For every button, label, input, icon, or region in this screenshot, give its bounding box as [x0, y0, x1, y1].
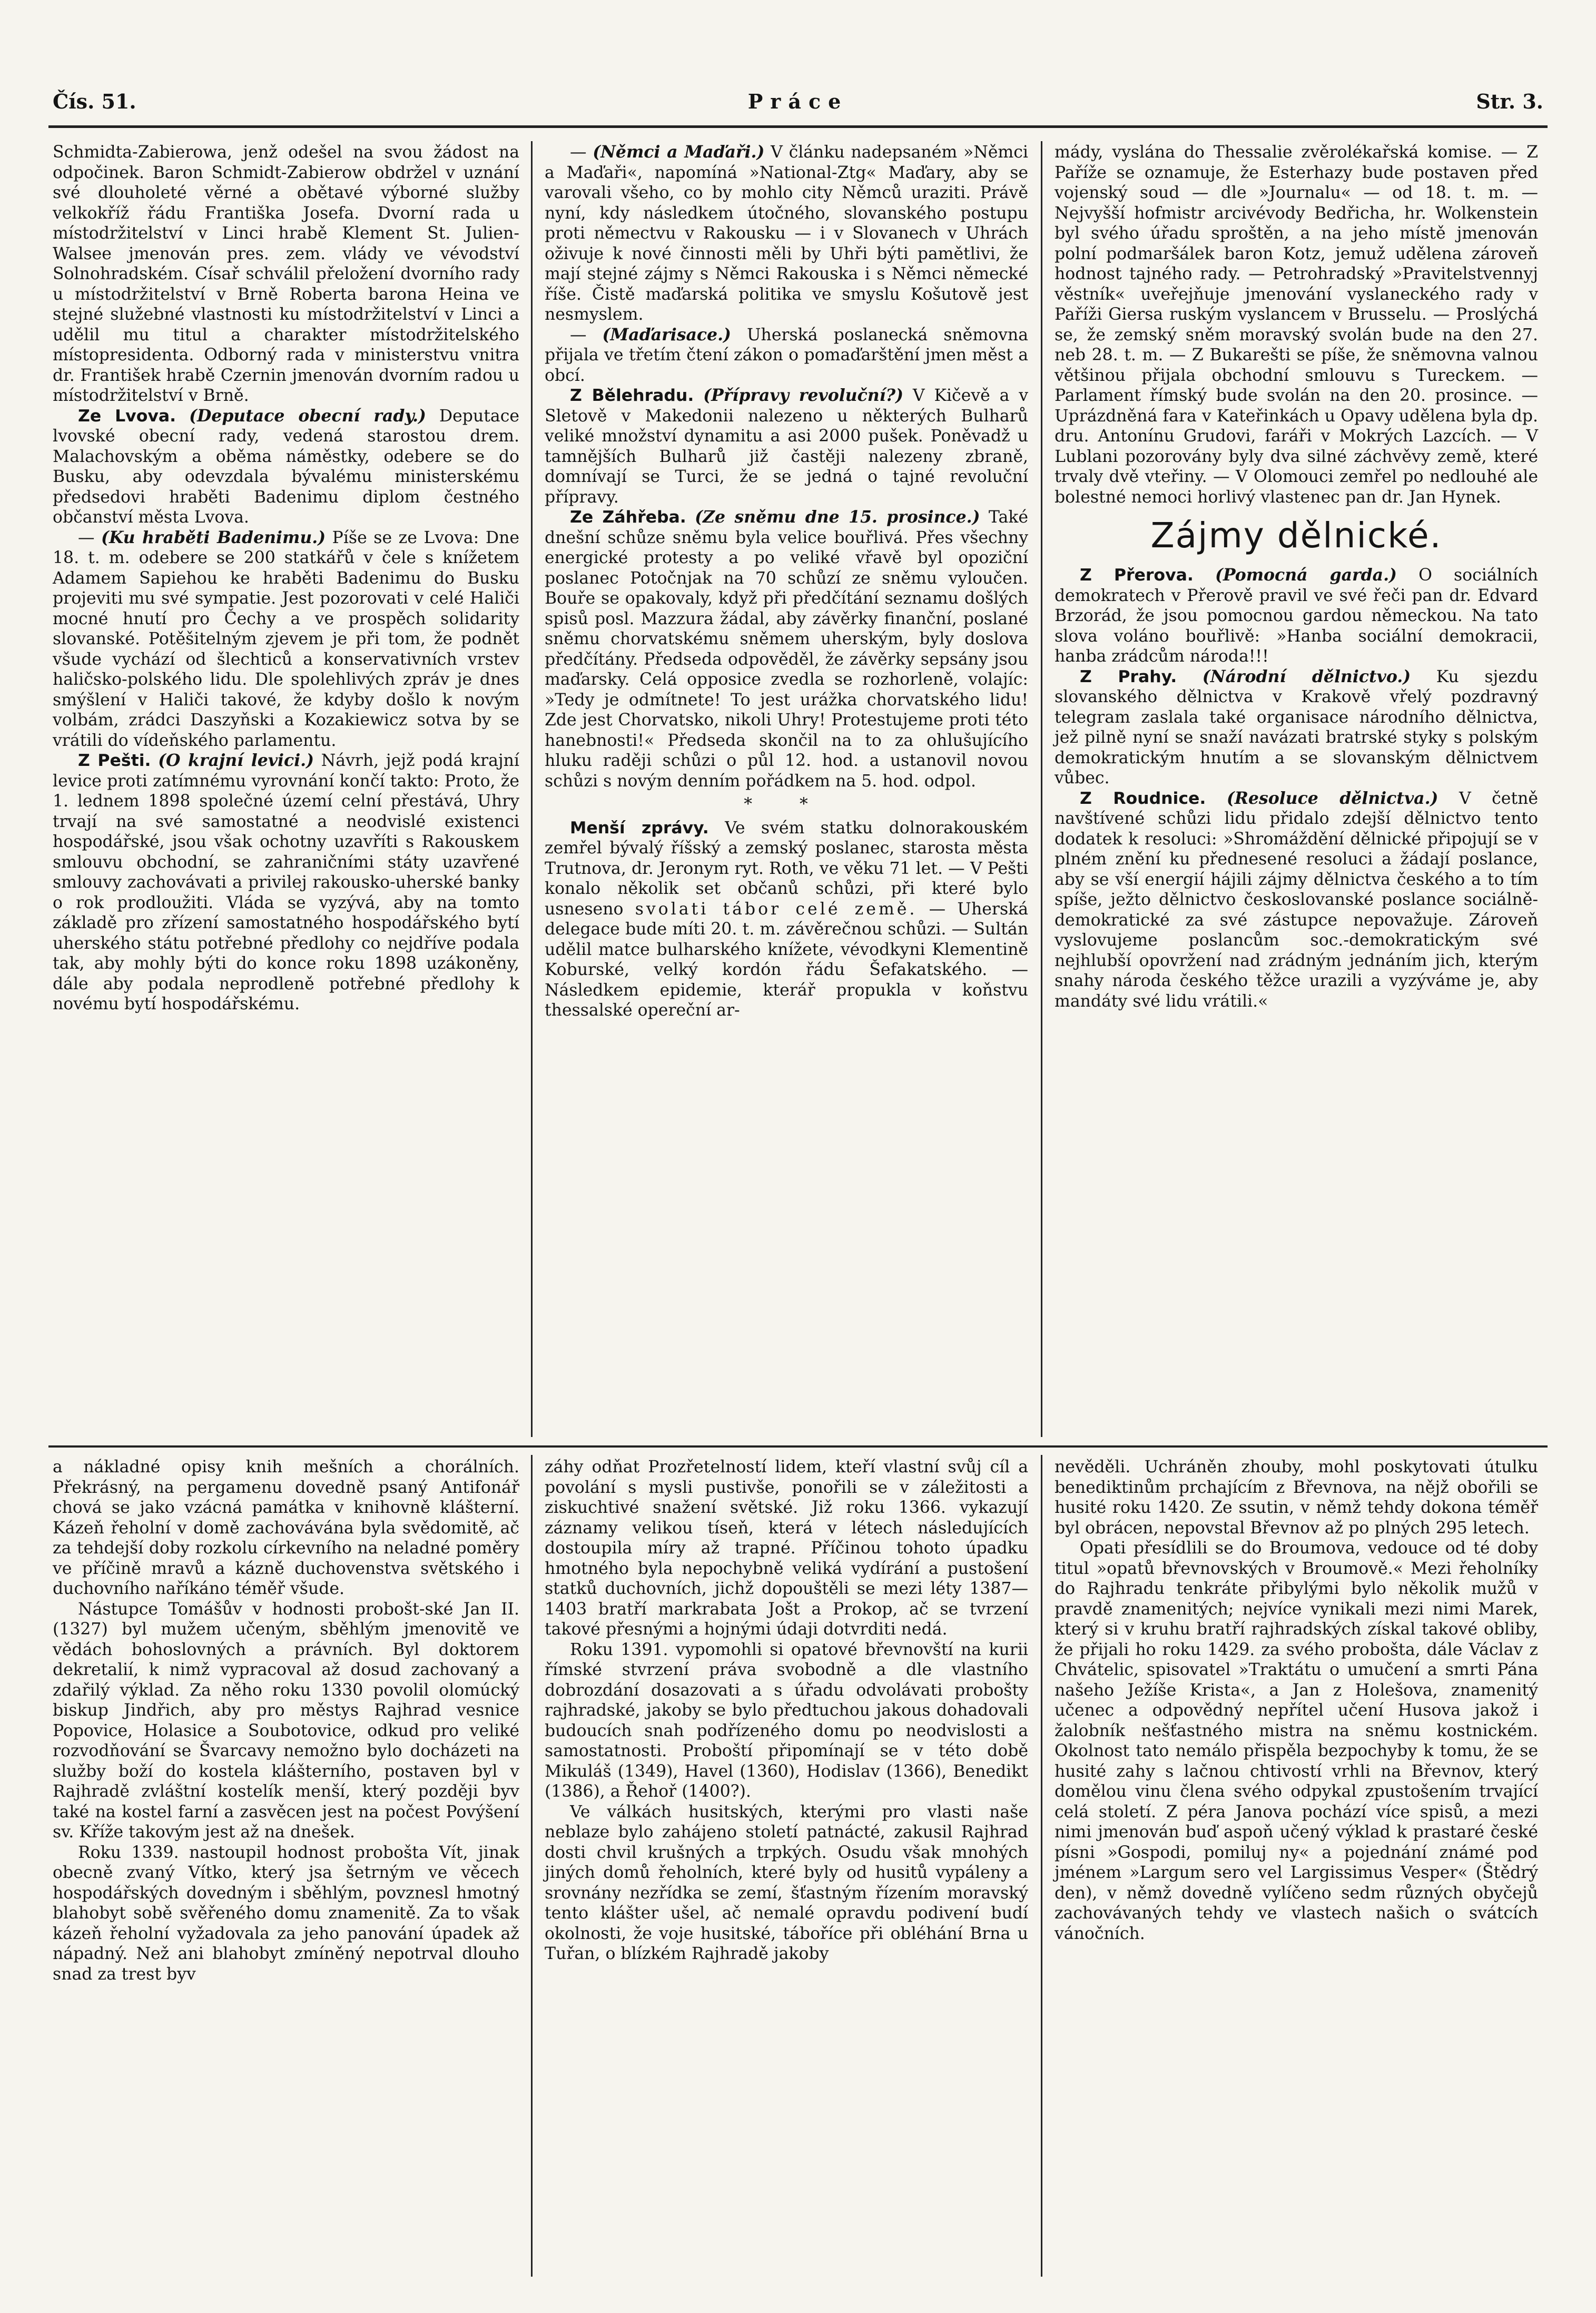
article-paragraph	[53, 1843, 519, 1985]
article-headline: Z Přerova.	[1080, 566, 1194, 585]
article-paragraph	[545, 325, 1028, 386]
article-paragraph	[1055, 565, 1538, 667]
article-headline: Ze Záhřeba.	[570, 508, 686, 527]
article-text: Roku 1339. nastoupil hodnost probošta Vít, jinak obecně zvaný Vítko, který jsa šetrným ve věcech hospodářských dovedným i sběhlým, povznesl hmotný blahobyt sobě svěřeného domu znamenitě. Za to však kázeň řeholní vyžadovala za jeho panování úpadek až nápadný. Než ani blahobyt zmíněný nepotrval dlouho snad za trest byv	[53, 1843, 519, 1984]
article-headline: Ze Lvova.	[78, 406, 176, 426]
article-headline: Z Bělehradu.	[570, 386, 694, 405]
section-separator: * *	[744, 795, 829, 814]
article-text: Návrh, jejž podá krajní levice proti zatímnému vyrovnání končí takto: Proto, že 1. lednem 1898 společné území celní přestává, Uhry trvají na své samostatné a neodvislé existenci hospodářské, jsou však ochotny uzavříti s Rakouskem smlouvu obchodní, se zahraničními státy uzavřené smlouvy zachovávati a privilej rakousko-uherské banky o rok prodloužiti. Vláda se vyzývá, aby na tomto základě pro zřízení samostatného hospodářského bytí uherského státu potřebné předlohy co nejdříve podala tak, aby mohly býti do konce roku 1898 uzákoněny, dále aby podala neprodleně potřebné předlohy k novému bytí hospodářskému.	[53, 751, 519, 1013]
article-paragraph	[545, 507, 1028, 791]
dash: —	[570, 325, 603, 345]
article-paragraph	[545, 1457, 1028, 1640]
page-number: Str. 3.	[1476, 90, 1543, 113]
article-headline: Menší zprávy.	[570, 818, 709, 838]
header-rule	[48, 125, 1548, 128]
top-column-2	[545, 142, 1028, 1021]
article-text: nevěděli. Uchráněn zhouby, mohl poskytovati útulku benediktinům prchajícím z Břevnova, na nějž obořili se husité roku 1420. Ze ssutin, v němž tehdy dokona téměř byl obrácen, nepovstal Břevnov až po plných 295 letech.	[1055, 1458, 1538, 1538]
article-subhead: (Deputace obecní rady.)	[189, 406, 426, 426]
article-text: Ku sjezdu slovanského dělnictva v Krakově vřelý pozdravný telegram zaslala také organisace národního dělnictva, jež pilně nyní se snaží navázati bratrské styky s polským demokratickým hnutím a se slovanským dělnictvem vůbec.	[1055, 667, 1539, 788]
article-subhead: (Němci a Maďaři.)	[593, 142, 765, 162]
article-paragraph	[1055, 142, 1538, 507]
dash: —	[78, 528, 102, 547]
spaced-text: svolati tábor celé země.	[635, 899, 918, 919]
dash: —	[570, 143, 593, 162]
article-text: Ve válkách husitských, kterými pro vlasti naše neblaze bylo zahájeno století patnácté, zakusil Rajhrad dosti chvil krušných a trpkých. Osudu však mnohých jiných domů řeholních, které byly od husitů vypáleny a srovnány nezřídka se zemí, šťastným řízením moravský tento klášter ušel, ač nemalé opravdu podivení budí okolnosti, že voje husitské, táboříce při obléhání Brna u Tuřan, o blízkém Rajhradě jakoby	[545, 1802, 1028, 1963]
bottom-column-1	[53, 1457, 519, 1984]
article-headline: Z Pešti.	[78, 751, 151, 770]
article-text: Uherská poslanecká sněmovna přijala ve třetím čtení zákon o pomaďarštění jmen měst a obcí.	[545, 325, 1028, 385]
article-subhead: (Pomocná garda.)	[1215, 565, 1397, 585]
top-column-1	[53, 142, 519, 1015]
bottom-column-3	[1055, 1457, 1538, 1944]
article-subhead: (Resoluce dělnictva.)	[1226, 788, 1439, 808]
article-text: V článku nadepsaném »Němci a Maďaři«, napomíná »National-Ztg« Maďary, aby se varovali všeho, co by mohlo city Němců uraziti. Právě nyní, kdy následkem útočného, slovanského postupu proti němectvu v Rakousku — i v Slovanech v Uhrách oživuje k nové činnosti měli by Uhři býti pamětlivi, že mají stejné zájmy s Němci Rakouska i s Němci německé říše. Čistě maďarská politika ve smyslu Košutově jest nesmyslem.	[545, 143, 1029, 324]
article-paragraph	[545, 818, 1028, 1021]
article-paragraph	[53, 1457, 519, 1599]
bottom-column-2	[545, 1457, 1028, 1964]
article-subhead: (Ze sněmu dne 15. prosince.)	[695, 507, 980, 527]
article-subhead: (Přípravy revoluční?)	[703, 386, 903, 405]
article-paragraph	[53, 751, 519, 1015]
article-paragraph	[545, 142, 1028, 325]
article-text: mády, vyslána do Thessalie zvěrolékařská komise. — Z Paříže se oznamuje, že Esterhazy bude postaven před vojenský soud — dle »Journalu« — od 18. t. m. — Nejvyšší hofmistr arcivévody Bedřicha, hr. Wolkenstein byl svého úřadu sproštěn, a na jeho místě jmenován polní podmaršálek baron Kotz, jemuž udělena zároveň hodnost tajného rady. — Petrohradský »Pravitelstvennyj věstník« uveřejňuje jmenování vyslaneckého rady v Paříži Giersa ruským vyslancem v Brusselu. — Proslýchá se, že zemský sněm moravský svolán bude na den 27. neb 28. t. m. — Z Bukarešti se píše, že sněmovna valnou většinou přijala obchodní smlouvu s Tureckem. — Parlament římský bude svolán na den 20. prosince. — Uprázdněná fara v Kateřinkách u Opavy udělena byla dp. dru. Antonínu Grudovi, faráři v Mokrých Lazcích. — V Lublani pozorovány byly dva silné záchvěvy země, které trvaly dvě vteřiny. — V Olomouci zemřel po nedlouhé ale bolestné nemoci horlivý vlastenec pan dr. Jan Hynek.	[1055, 143, 1538, 507]
article-text: O sociálních demokratech v Přerově pravil ve své řeči pan dr. Edvard Brzorád, že jsou pomocnou gardou německou. Na tato slova voláno bouřlivě: »Hanba sociální demokracii, hanba zrádcům národa!!!	[1055, 566, 1539, 666]
article-paragraph	[53, 406, 519, 528]
article-headline: Z Prahy.	[1080, 667, 1177, 686]
article-text: záhy odňat Prozřetelností lidem, kteří vlastní svůj cíl a povolání s mysli pustivše, ponořili se v záležitosti a ziskuchtivé snažení světské. Již roku 1366. vykazují záznamy velikou tíseň, která v létech následujících dostoupila míry až trapné. Příčinou tohoto úpadku hmotného byla nepochybně veliká vydírání a pustošení statků duchovních, jichž dopouštěli se mezi léty 1387—1403 bratří markrabata Jošt a Prokop, ač se tvrzení takové přesnými a hojnými údaji dotvrditi nedá.	[545, 1458, 1028, 1639]
article-paragraph	[1055, 1538, 1538, 1944]
newspaper-title: Práce	[747, 90, 849, 113]
top-column-3	[1055, 142, 1538, 1011]
article-text: Roku 1391. vypomohli si opatové břevnovští na kurii římské stvrzení práva svobodně a dle vlastního dobrozdání dosazovati a s úřadu odvolávati probošty rajhradské, jakoby se bylo předtuchou jakous dohadovali budoucích snah podřízeného domu po neodvislosti a samostatnosti. Proboští připomínají se v této době Mikuláš (1349), Havel (1360), Hodislav (1366), Benedikt (1386), a Řehoř (1400?).	[545, 1640, 1028, 1801]
column-divider	[531, 1455, 533, 2277]
column-divider	[1041, 1455, 1042, 2277]
article-paragraph	[545, 1640, 1028, 1802]
article-text: a nákladné opisy knih mešních a chorálních. Překrásný, na pergamenu dovedně psaný Antifonář chová se jako vzácná památka v knihovně klášterní. Kázeň řeholní v domě zachovávána byla svědomitě, ač za tehdejší doby rozkolu církevního na neladné poměry ve příčině mravů a kázně duchovenstva světského i duchovního naříkáno téměř všude.	[53, 1458, 519, 1598]
article-text: Deputace lvovské obecní rady, vedená starostou drem. Malachovským a oběma náměstky, odebere se do Busku, aby odevzdala bývalému ministerskému předsedovi hraběti Badenimu diplom čestného občanství města Lvova.	[53, 406, 519, 527]
issue-number: Čís. 51.	[53, 90, 136, 113]
article-subhead: (O krajní levici.)	[158, 751, 314, 770]
article-paragraph	[53, 1599, 519, 1843]
article-text: V četně navštívené schůzi lidu přidalo zdejší dělnictvo tento dodatek k resoluci: »Shromáždění dělnické připojují se v plném znění ku přednesené resoluci a žádají poslance, aby se vší energií hájili zájmy dělnictva českého a to tím spíše, ježto dělnictvo českoslovanské poslance sociálně-demokratické za své zástupce nepovažuje. Zároveň vyslovujeme poslancům soc.-demokratickým své nejhlubší opovržení nad zrádným jednáním jich, kterým snahy národa českého těžce urazili a vyzýváme je, aby mandáty své lidu vrátili.«	[1055, 789, 1539, 1011]
article-text: Píše se ze Lvova: Dne 18. t. m. odebere se 200 statkářů v čele s knížetem Adamem Sapiehou ke hraběti Badenimu do Busku projeviti mu své sympatie. Jest pozorovati v celé Haliči mocné hnutí pro Čechy a ve prospěch solidarity slovanské. Potěšitelným zjevem je při tom, že podnět všude vychází od šlechticů a konservativních vrstev haličsko-polského lidu. Dle spolehlivých zpráv je dnes smýšlení v Haliči takové, že kdyby došlo k novým volbám, zrádci Daszyňski a Kozakiewicz sotva by se vrátili do vídeňského parlamentu.	[53, 528, 519, 750]
section-heading: Zájmy dělnické.	[1150, 515, 1442, 556]
article-paragraph	[53, 528, 519, 751]
article-paragraph	[1055, 789, 1538, 1012]
article-subhead: (Ku hraběti Badenimu.)	[101, 527, 326, 547]
article-text: Také dnešní schůze sněmu byla velice bouřlivá. Přes všechny energické protesty a po veliké vřavě byl opoziční poslanec Potočnjak na 70 schůzí ze sněmu vyloučen. Bouře se opakovaly, když při předčítání seznamu došlých spisů posl. Mazzura žádal, aby závěrky finanční, poslané sněmu chorvatskému sněmem uherským, byly doslova předčítány. Předseda odpověděl, že závěrky sepsány jsou maďarsky. Celá opposice zvedla se rozhorleně, volajíc: »Tedy je odmítnete! To jest urážka chorvatského lidu! Zde jest Chorvatsko, nikoli Uhry! Protestujeme proti této hanebnosti!« Předseda skončil na to za ohlušujícího hluku raději schůzi o půl 12. hod. a ustanovil novou schůzi s novým denním pořádkem na 5. hod. odpol.	[545, 508, 1028, 791]
article-text: — Uherská delegace bude míti 20. t. m. závěrečnou schůzi. — Sultán udělil matce bulharského knížete, vévodkyni Klementině Koburské, velký kordón řádu Šefakatského. — Následkem epidemie, kterář propukla v koňstvu thessalské opereční ar-	[545, 899, 1028, 1020]
article-subhead: (Maďarisace.)	[602, 324, 731, 345]
article-paragraph	[1055, 1457, 1538, 1538]
page-header	[53, 90, 1543, 123]
article-text: Opati přesídlili se do Broumova, vedouce od té doby titul »opatů břevnovských v Broumově.« Mezi řeholníky do Rajhradu tenkráte přibylými bylo několik mužů v pravdě znamenitých; nejvíce vynikali mezi nimi Marek, který si v kruhu bratří rajhradských získal takové obliby, že přijali ho roku 1429. za svého probošta, dále Václav z Chvátelic, spisovatel »Traktátu o umučení a smrti Pána našeho Ježíše Krista«, a Jan z Holešova, znamenitý učenec a odpovědný nepřítel učení Husova jakož i žalobník nešťastného mistra na sněmu kostnickém. Okolnost tato nemálo přispěla bezpochyby k tomu, že se husité zahy s lačnou chtivostí vrhli na Břevnov, který domělou vinu člena svého odpykal zpustošením trvající celá století. Z péra Janova pochází více spisů, a mezi nimi jmenován buď aspoň učený výklad k prastaré české písni »Gospodi, pomiluj ny« a pojednání známé pod jménem »Largum sero vel Largissimus Vesper« (Štědrý den), v němž dovedně vylíčeno sedm různých obyčejů zachovávaných tehdy ve vlastech našich o svátcích vánočních.	[1055, 1539, 1538, 1943]
article-paragraph	[1055, 667, 1538, 789]
article-text: Ve svém statku dolnorakouském zemřel bývalý říšský a zemský poslanec, starosta města Trutnova, dr. Jeronym ryt. Roth, ve věku 71 let. — V Pešti konalo několik set občanů schůzi, při které bylo usneseno	[545, 818, 1029, 919]
column-divider	[531, 141, 533, 1437]
section-rule	[48, 1445, 1548, 1448]
article-text: V Kičevě a v Sletově v Makedonii nalezeno u některých Bulharů veliké množství dynamitu a asi 2000 pušek. Poněvadž u tamnějších Bulharů již častěji nalezeny zbraně, domnívají se Turci, že se jedná o tajné revoluční přípravy.	[545, 386, 1028, 507]
article-subhead: (Národní dělnictvo.)	[1202, 666, 1411, 686]
article-paragraph	[545, 386, 1028, 507]
article-text: Nástupce Tomášův v hodnosti probošt-ské Jan II. (1327) byl mužem učeným, sběhlým jmenovitě ve vědách bohoslovných a právních. Byl doktorem dekretalií, k nimž vypracoval až dosud zachovaný a zdařilý výklad. Za něho roku 1330 povolil olomúcký biskup Jindřich, aby pro městys Rajhrad vesnice Popovice, Holasice a Soubotovice, odkud pro veliké rozvodňování se Švarcavy nemožno bylo docházeti na služby boží do kostela klášterního, postaven byl v Rajhradě zvláštní kostelík menší, který později byv také na kostel farní a zasvěcen jest na počest Povýšení sv. Kříže takovým jest až na dnešek.	[53, 1599, 519, 1842]
article-paragraph	[545, 1802, 1028, 1964]
article-paragraph	[53, 142, 519, 406]
column-divider	[1041, 141, 1042, 1437]
article-text: Schmidta-Zabierowa, jenž odešel na svou žádost na odpočinek. Baron Schmidt-Zabierow obdržel v uznání své dlouholeté věrné a obětavé výborné služby velkokříž řádu Františka Josefa. Dvorní rada u místodržitelství v Linci hrabě Klement St. Julien-Walsee jmenován pres. zem. vlády ve vévodství Solnohradském. Císař schválil přeložení dvorního rady u místodržitelství v Brně Roberta barona Heina ve stejné služebné vlastnosti ku místodržitelství v Linci a udělil mu titul a charakter místodržitelského místopresidenta. Odborný rada v ministerstvu vnitra dr. František hrabě Czernin jmenován dvorním radou u místodržitelství v Brně.	[53, 143, 519, 405]
article-headline: Z Roudnice.	[1080, 789, 1206, 808]
